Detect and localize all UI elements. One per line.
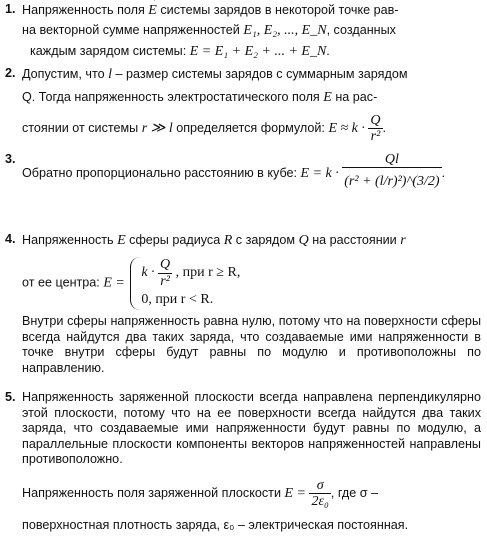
- item-body: Напряженность поля → E системы зарядов в некоторой точке рав- на векторной сумме напряженностей E₁, E₂, ..., E_N, созданных каждым зарядом системы: E = E₁ + E₂ + ... + E_N.: [22, 2, 481, 60]
- formula-plane: $\frac{\sigma}{\text{2ε₀}}$: [311, 478, 329, 510]
- item-2: [5, 66, 481, 145]
- formula-lhs: E =: [103, 276, 125, 292]
- formula-lhs: E =: [284, 486, 306, 502]
- item-number: 3.: [5, 152, 16, 166]
- formula-superposition: E = E₁ + E₂ + ... + E_N: [189, 43, 327, 59]
- sphere-explanation: Внутри сферы напряженность равна нулю, потому что на поверхности сферы всегда найдутся два таких заряда, что создаваемые ими напряженности в точке внутри сферы будут равны по модулю и противоположны по направлению.: [22, 314, 481, 375]
- formula-lhs: E = k ·: [300, 166, 339, 182]
- item-body: Напряженность E сферы радиуса R с зарядом Q на расстоянии r от ее центра: E = k · $\frac{Q}{\text{r²}}$ , при r ≥ R, 0, при r < R. Внутри сферы напряженность равна нулю, потому что на поверхности сферы всегда найдутся два таких заряда, что создаваемые ими напряженности в точке внутри сферы будут равны по модулю и противоположны по направлению.: [22, 233, 481, 375]
- text: , созданных: [326, 23, 396, 38]
- item-number: 5.: [5, 390, 16, 404]
- vector-E: → E: [148, 2, 157, 19]
- item-4: [5, 232, 481, 377]
- item-number: 1.: [5, 2, 16, 16]
- item-1: [5, 2, 481, 60]
- item-5: [5, 390, 481, 533]
- symbol-l: l: [108, 67, 112, 82]
- item-3: [5, 152, 481, 196]
- formula-dipole-fraction: $\frac{Ql}{\text{(r² + (l/r)²)\textasciicircum{}(3/2)}}$: [344, 152, 440, 190]
- piecewise-formula: k · $\frac{Q}{\text{r²}}$ , при r ≥ R, 0, при r < R.: [130, 257, 240, 310]
- text: каждым зарядом системы:: [30, 43, 187, 58]
- vector-list: E₁, E₂, ..., E_N: [243, 23, 327, 39]
- formula-lhs: E ≈ k ·: [328, 120, 365, 136]
- item-body: Допустим, что l – размер системы зарядов с суммарным зарядом Q. Тогда напряженность электростатического поля E на рас- стоянии от системы r ≫ l определяется формулой: E ≈ k · $\frac{Q}{\text{r²}}$ .: [22, 67, 408, 145]
- formula-fraction: $\frac{Q}{\text{r²}}$: [370, 112, 381, 145]
- item-number: 2.: [5, 66, 16, 80]
- text: системы зарядов в некоторой точке рав-: [160, 3, 399, 17]
- item-body: Напряженность заряженной плоскости всегда направлена перпендикулярно этой плоскости, потому что на ее поверхности всегда найдутся два таких заряда, что создаваемые ими напряженности будут равны по модулю, а параллельные плоскости компоненты векторов напряженностей направлены противоположно. Напряженность поля заряженной плоскости E = $\frac{\sigma}{\text{2ε₀}}$ , где σ – поверхностная плотность заряда, ε₀ – электрическая постоянная.: [22, 390, 481, 532]
- item-body: Обратно пропорционально расстоянию в кубе: E = k · $\frac{Ql}{\text{(r² + (l/r)²)\textasciicircum{}(3/2)}}$ .: [22, 152, 481, 196]
- item-number: 4.: [5, 232, 16, 246]
- condition: r ≫ l: [141, 120, 173, 136]
- text: Напряженность поля: [22, 3, 145, 17]
- plane-explanation: Напряженность заряженной плоскости всегда направлена перпендикулярно этой плоскости, потому что на ее поверхности всегда найдутся два таких заряда, что создаваемые ими напряженности будут равны по модулю, а параллельные плоскости компоненты векторов напряженностей направлены противоположно.: [22, 390, 481, 467]
- text: на векторной сумме напряженностей: [22, 23, 240, 38]
